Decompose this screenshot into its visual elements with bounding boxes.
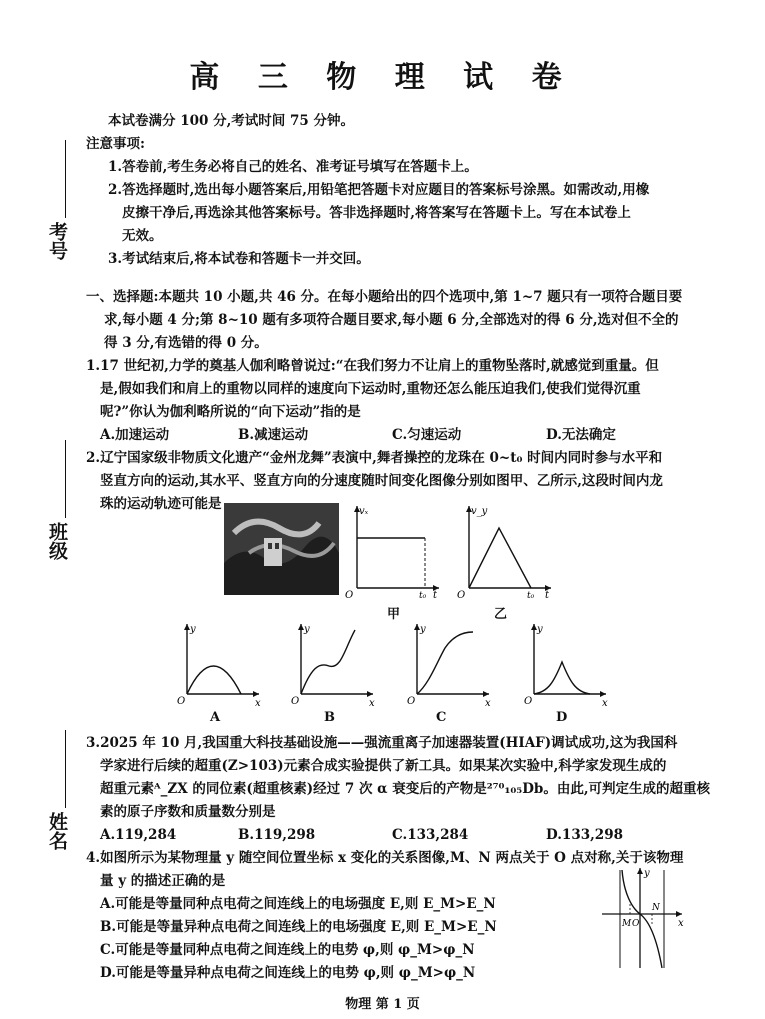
- q2-option-a-graph[interactable]: [175, 618, 265, 708]
- option-c[interactable]: C.匀速运动: [392, 427, 462, 443]
- xingming-blank-line: [65, 730, 66, 808]
- notice-heading: 注意事项:: [86, 136, 145, 152]
- jia-vx-label: vₓ: [359, 506, 369, 517]
- question-2-text: 竖直方向的运动,其水平、竖直方向的分速度随时间变化图像分别如图甲、乙所示,这段时间内龙: [100, 473, 663, 489]
- notice-line: 2.答选择题时,选出每小题答案后,用铅笔把答题卡对应题目的答案标号涂黑。如需改动,用橡: [108, 182, 650, 198]
- exam-intro: 本试卷满分 100 分,考试时间 75 分钟。: [108, 113, 354, 129]
- sidebar-xingming-label: 姓名: [46, 812, 68, 850]
- svg-text:y: y: [190, 624, 196, 635]
- question-1-text: 1.17 世纪初,力学的奠基人伽利略曾说过:“在我们努力不让肩上的重物坠落时,就感觉到重量。但: [86, 358, 659, 374]
- option-a[interactable]: A.加速运动: [100, 427, 170, 443]
- svg-text:x: x: [369, 698, 375, 708]
- question-4-option-c[interactable]: C.可能是等量同种点电荷之间连线上的电势 φ,则 φ_M>φ_N: [100, 942, 475, 958]
- svg-text:x: x: [485, 698, 491, 708]
- svg-text:x: x: [602, 698, 608, 708]
- svg-text:M: M: [622, 919, 632, 929]
- option-d[interactable]: D.无法确定: [546, 427, 616, 443]
- svg-text:y: y: [644, 868, 650, 879]
- jia-origin: O: [345, 590, 354, 600]
- yi-t-label: t: [545, 590, 550, 600]
- svg-text:O: O: [407, 696, 416, 707]
- section-heading: 一、选择题:本题共 10 小题,共 46 分。在每小题给出的四个选项中,第 1~7 题只有一项符合题目要: [86, 289, 683, 305]
- question-4-option-d[interactable]: D.可能是等量异种点电荷之间连线上的电势 φ,则 φ_M>φ_N: [100, 965, 476, 981]
- q2-option-c-graph[interactable]: [405, 618, 495, 708]
- option-b[interactable]: B.减速运动: [238, 427, 309, 443]
- svg-text:x: x: [255, 698, 261, 708]
- question-4-figure: [598, 864, 686, 972]
- dragon-dance-photo: [224, 503, 339, 595]
- question-3-options: [86, 824, 686, 847]
- svg-text:y: y: [537, 624, 543, 635]
- q2-option-d-label[interactable]: D: [556, 710, 568, 725]
- svg-text:x: x: [678, 918, 684, 929]
- notice-line: 1.答卷前,考生务必将自己的姓名、准考证号填写在答题卡上。: [108, 159, 478, 175]
- q2-option-c-label[interactable]: C: [436, 710, 447, 725]
- banji-blank-line: [65, 440, 66, 518]
- figure-yi: [455, 500, 555, 600]
- q2-option-a-label[interactable]: A: [210, 710, 221, 725]
- question-3-text: 超重元素ᴬ_ZX 的同位素(超重核素)经过 7 次 α 衰变后的产物是²⁷⁰₁₀₅Db。由此,可判定生成的超重核: [100, 781, 711, 797]
- question-4-option-b[interactable]: B.可能是等量异种点电荷之间连线上的电场强度 E,则 E_M>E_N: [100, 919, 497, 935]
- svg-text:O: O: [177, 696, 186, 707]
- svg-text:y: y: [420, 624, 426, 635]
- option-b[interactable]: B.119,298: [238, 827, 316, 843]
- page-footer: 物理 第 1 页: [345, 997, 420, 1012]
- question-2-text: 2.辽宁国家级非物质文化遗产“金州龙舞”表演中,舞者操控的龙珠在 0~t₀ 时间内同时参与水平和: [86, 450, 663, 466]
- question-4-text: 量 y 的描述正确的是: [100, 873, 226, 889]
- question-3-text: 学家进行后续的超重(Z>103)元素合成实验提供了新工具。如果某次实验中,科学家发现生成的: [100, 758, 667, 774]
- q2-option-b-graph[interactable]: [289, 618, 379, 708]
- page-title: 高 三 物 理 试 卷: [189, 60, 576, 95]
- svg-text:y: y: [304, 624, 310, 635]
- question-3-text: 3.2025 年 10 月,我国重大科技基础设施——强流重离子加速器装置(HIAF)调试成功,这为我国科: [86, 735, 678, 751]
- svg-text:N: N: [652, 903, 660, 913]
- notice-line: 3.考试结束后,将本试卷和答题卡一并交回。: [108, 251, 370, 267]
- sidebar-banji-label: 班级: [46, 522, 68, 560]
- option-a[interactable]: A.119,284: [100, 827, 177, 843]
- jia-t0-label: t₀: [419, 591, 427, 600]
- yi-vy-line: [469, 528, 531, 588]
- kaohao-blank-line: [65, 140, 66, 218]
- svg-text:O: O: [291, 696, 300, 707]
- figure-jia: [343, 500, 443, 600]
- q2-option-d-graph[interactable]: [522, 618, 612, 708]
- section-heading: 求,每小题 4 分;第 8~10 题有多项符合题目要求,每小题 6 分,全部选对的得 6 分,选对但不全的: [104, 312, 679, 328]
- question-2-text: 珠的运动轨迹可能是: [100, 496, 222, 512]
- question-1-options: [86, 424, 686, 447]
- option-c[interactable]: C.133,284: [392, 827, 469, 843]
- svg-text:O: O: [524, 696, 533, 707]
- question-3-text: 素的原子序数和质量数分别是: [100, 804, 276, 820]
- yi-vy-label: v_y: [471, 506, 488, 517]
- question-1-text: 呢?”你认为伽利略所说的“向下运动”指的是: [100, 404, 361, 420]
- yi-origin: O: [457, 590, 466, 600]
- svg-text:O: O: [632, 919, 640, 929]
- yi-t0-label: t₀: [527, 591, 535, 600]
- notice-line: 皮擦干净后,再选涂其他答案标号。答非选择题时,将答案写在答题卡上。写在本试卷上: [122, 205, 631, 221]
- sidebar-kaohao-label: 考号: [46, 222, 68, 260]
- jia-t-label: t: [433, 590, 438, 600]
- question-4-text: 4.如图所示为某物理量 y 随空间位置坐标 x 变化的关系图像,M、N 两点关于 O 点对称,关于该物理: [86, 850, 684, 866]
- q2-option-b-label[interactable]: B: [324, 710, 335, 725]
- question-1-text: 是,假如我们和肩上的重物以同样的速度向下运动时,重物还怎么能压迫我们,使我们觉得沉重: [100, 381, 641, 397]
- notice-line: 无效。: [122, 228, 163, 244]
- figure-yi-label: 乙: [494, 607, 508, 622]
- question-4-option-a[interactable]: A.可能是等量同种点电荷之间连线上的电场强度 E,则 E_M>E_N: [100, 896, 496, 912]
- figure-jia-label: 甲: [387, 607, 401, 622]
- option-d[interactable]: D.133,298: [546, 827, 623, 843]
- section-heading: 得 3 分,有选错的得 0 分。: [104, 335, 268, 351]
